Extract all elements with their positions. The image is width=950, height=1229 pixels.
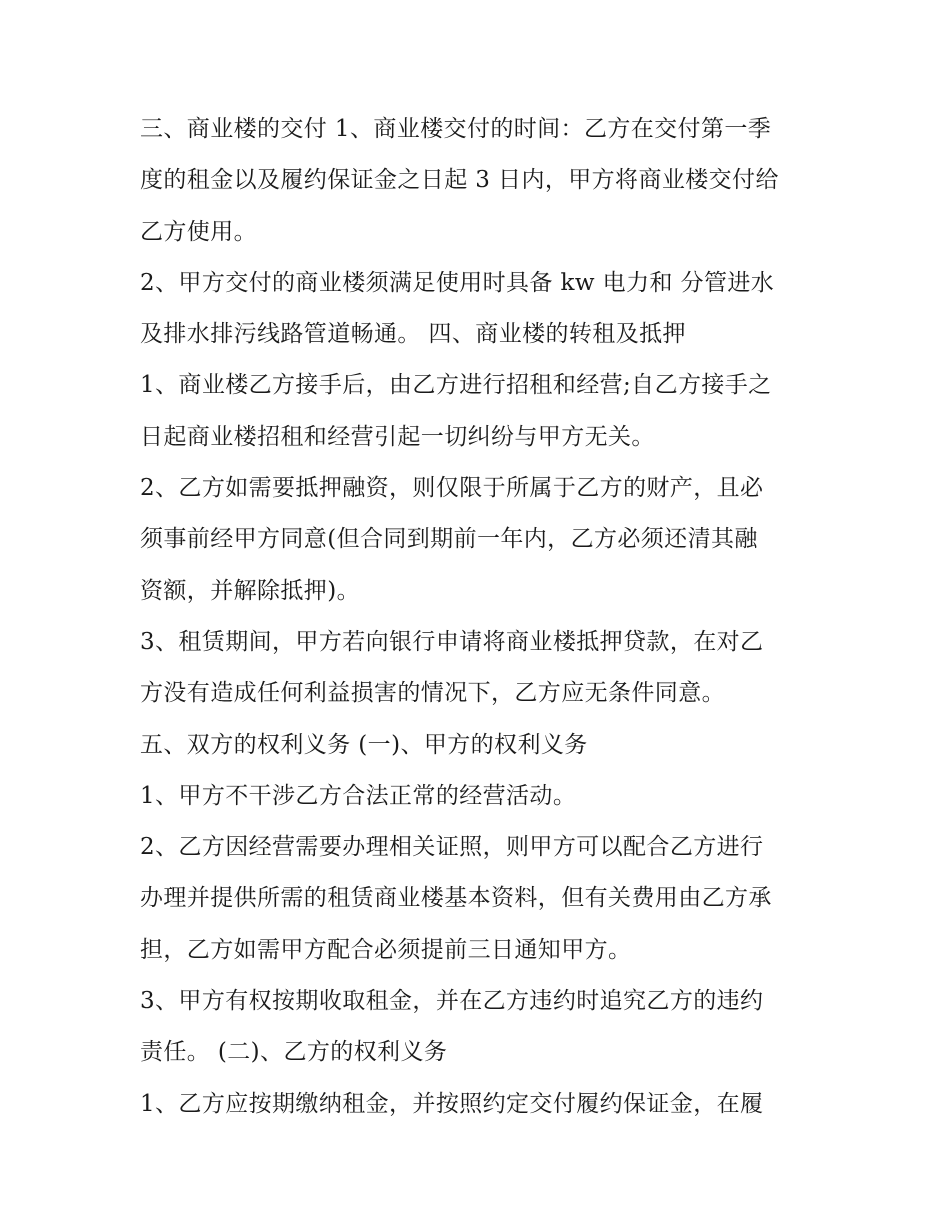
text-line: 担，乙方如需甲方配合必须提前三日通知甲方。	[140, 936, 632, 963]
document-body	[140, 104, 820, 1130]
text-line: 度的租金以及履约保证金之日起 3 日内，甲方将商业楼交付给	[140, 167, 779, 194]
text-line: 3、租赁期间，甲方若向银行申请将商业楼抵押贷款，在对乙	[140, 628, 764, 655]
text-line: 方没有造成任何利益损害的情况下，乙方应无条件同意。	[140, 680, 725, 707]
text-line: 日起商业楼招租和经营引起一切纠纷与甲方无关。	[140, 423, 655, 450]
text-line: 2、甲方交付的商业楼须满足使用时具备 kw 电力和 分管进水	[140, 269, 775, 296]
text-line: 及排水排污线路管道畅通。 四、商业楼的转租及抵押	[140, 321, 686, 348]
text-line: 乙方使用。	[140, 218, 257, 245]
text-line: 1、乙方应按期缴纳租金，并按照约定交付履约保证金，在履	[140, 1090, 764, 1117]
text-line: 3、甲方有权按期收取租金，并在乙方违约时追究乙方的违约	[140, 988, 764, 1015]
text-line: 资额，并解除抵押)。	[140, 577, 360, 604]
text-line: 办理并提供所需的租赁商业楼基本资料，但有关费用由乙方承	[140, 885, 772, 912]
text-line: 2、乙方因经营需要办理相关证照，则甲方可以配合乙方进行	[140, 834, 764, 861]
text-line: 1、甲方不干涉乙方合法正常的经营活动。	[140, 782, 577, 809]
text-line: 五、双方的权利义务 (一)、甲方的权利义务	[140, 731, 588, 758]
text-line: 须事前经甲方同意(但合同到期前一年内，乙方必须还清其融	[140, 526, 758, 553]
text-line: 1、商业楼乙方接手后，由乙方进行招租和经营;自乙方接手之	[140, 372, 772, 399]
text-line: 责任。 (二)、乙方的权利义务	[140, 1039, 448, 1066]
text-line: 三、商业楼的交付 1、商业楼交付的时间：乙方在交付第一季	[140, 116, 772, 142]
text-line: 2、乙方如需要抵押融资，则仅限于所属于乙方的财产，且必	[140, 475, 764, 502]
